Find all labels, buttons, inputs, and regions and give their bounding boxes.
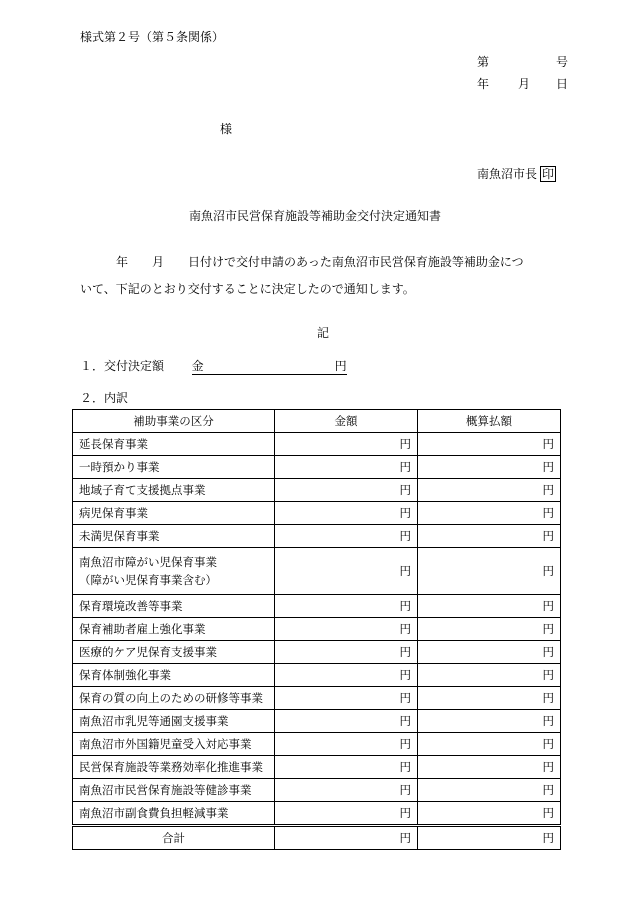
doc-number-suffix: 号: [556, 55, 569, 69]
row-name: 南魚沼市副食費負担軽減事業: [73, 802, 275, 826]
row-name-line-1: 南魚沼市障がい児保育事業: [79, 555, 217, 569]
row-name: 病児保育事業: [73, 502, 275, 525]
row-name: 保育体制強化事業: [73, 664, 275, 687]
table-header-row: [73, 410, 561, 433]
row-amount: 円: [275, 595, 418, 618]
currency-label: 金: [191, 359, 204, 373]
row-amount: 円: [275, 479, 418, 502]
row-advance: 円: [418, 756, 561, 779]
row-amount: 円: [275, 433, 418, 456]
row-name: 未満児保育事業: [73, 525, 275, 548]
body-line-2: いて、下記のとおり交付することに決定したので通知します。: [80, 282, 415, 296]
table-row: [73, 525, 561, 548]
table-row: [73, 456, 561, 479]
section-2-label: ２．内訳: [80, 391, 129, 405]
issuer-name: 南魚沼市長: [477, 167, 538, 181]
body-line-1: 年 月 日付けで交付申請のあった南魚沼市民営保育施設等補助金につ: [80, 255, 524, 269]
total-label: 合計: [73, 826, 275, 850]
row-amount: 円: [275, 779, 418, 802]
row-advance: 円: [418, 595, 561, 618]
form-label: 様式第２号（第５条関係）: [80, 30, 225, 44]
row-advance: 円: [418, 710, 561, 733]
row-advance: 円: [418, 618, 561, 641]
row-amount: 円: [275, 802, 418, 826]
row-advance: 円: [418, 548, 561, 595]
row-amount: 円: [275, 733, 418, 756]
row-amount: 円: [275, 618, 418, 641]
row-name: 一時預かり事業: [73, 456, 275, 479]
date-month: 月: [518, 77, 531, 91]
section-1-label: １．交付決定額: [80, 359, 165, 373]
yen-unit: 円: [334, 359, 347, 373]
row-advance: 円: [418, 733, 561, 756]
row-name: 保育環境改善等事業: [73, 595, 275, 618]
section-1: [80, 357, 347, 375]
row-amount: 円: [275, 756, 418, 779]
row-name: 保育の質の向上のための研修等事業: [73, 687, 275, 710]
table-row: [73, 779, 561, 802]
row-advance: 円: [418, 479, 561, 502]
total-amount: 円: [275, 826, 418, 850]
seal-stamp: 印: [542, 167, 555, 181]
breakdown-table: [72, 409, 561, 850]
row-amount: 円: [275, 710, 418, 733]
table-row: [73, 479, 561, 502]
header-advance: 概算払額: [418, 410, 561, 433]
table-total-row: [73, 826, 561, 850]
table-row: [73, 802, 561, 826]
row-advance: 円: [418, 456, 561, 479]
row-name: 民営保育施設等業務効率化推進事業: [73, 756, 275, 779]
header-category: 補助事業の区分: [73, 410, 275, 433]
doc-number-prefix: 第: [477, 55, 490, 69]
ki-heading: 記: [317, 326, 330, 340]
issuer: [477, 165, 556, 182]
table-row: [73, 733, 561, 756]
row-advance: 円: [418, 779, 561, 802]
row-name: [73, 548, 275, 595]
date-year: 年: [477, 77, 490, 91]
row-amount: 円: [275, 641, 418, 664]
row-amount: 円: [275, 456, 418, 479]
table-row: [73, 687, 561, 710]
date-day: 日: [556, 77, 569, 91]
row-amount: 円: [275, 502, 418, 525]
table-row: [73, 618, 561, 641]
addressee-suffix: 様: [220, 122, 233, 136]
row-advance: 円: [418, 502, 561, 525]
row-name: 延長保育事業: [73, 433, 275, 456]
row-name-line-2: （障がい児保育事業含む）: [79, 573, 217, 587]
row-advance: 円: [418, 687, 561, 710]
table-row: [73, 710, 561, 733]
table-row: [73, 548, 561, 595]
row-name: 南魚沼市民営保育施設等健診事業: [73, 779, 275, 802]
body-paragraph: [80, 249, 585, 303]
header-amount: 金額: [275, 410, 418, 433]
table-row: [73, 664, 561, 687]
row-advance: 円: [418, 802, 561, 826]
row-advance: 円: [418, 525, 561, 548]
row-amount: 円: [275, 664, 418, 687]
table-row: [73, 756, 561, 779]
row-advance: 円: [418, 433, 561, 456]
row-amount: 円: [275, 687, 418, 710]
table-row: [73, 502, 561, 525]
table-row: [73, 641, 561, 664]
row-amount: 円: [275, 548, 418, 595]
row-advance: 円: [418, 664, 561, 687]
row-advance: 円: [418, 641, 561, 664]
document-title: 南魚沼市民営保育施設等補助金交付決定通知書: [188, 209, 441, 223]
row-amount: 円: [275, 525, 418, 548]
decision-amount-line: [192, 357, 347, 375]
row-name: 保育補助者雇上強化事業: [73, 618, 275, 641]
table-row: [73, 433, 561, 456]
row-name: 南魚沼市乳児等通園支援事業: [73, 710, 275, 733]
table-row: [73, 595, 561, 618]
row-name: 医療的ケア児保育支援事業: [73, 641, 275, 664]
total-advance: 円: [418, 826, 561, 850]
row-name: 南魚沼市外国籍児童受入対応事業: [73, 733, 275, 756]
row-name: 地域子育て支援拠点事業: [73, 479, 275, 502]
